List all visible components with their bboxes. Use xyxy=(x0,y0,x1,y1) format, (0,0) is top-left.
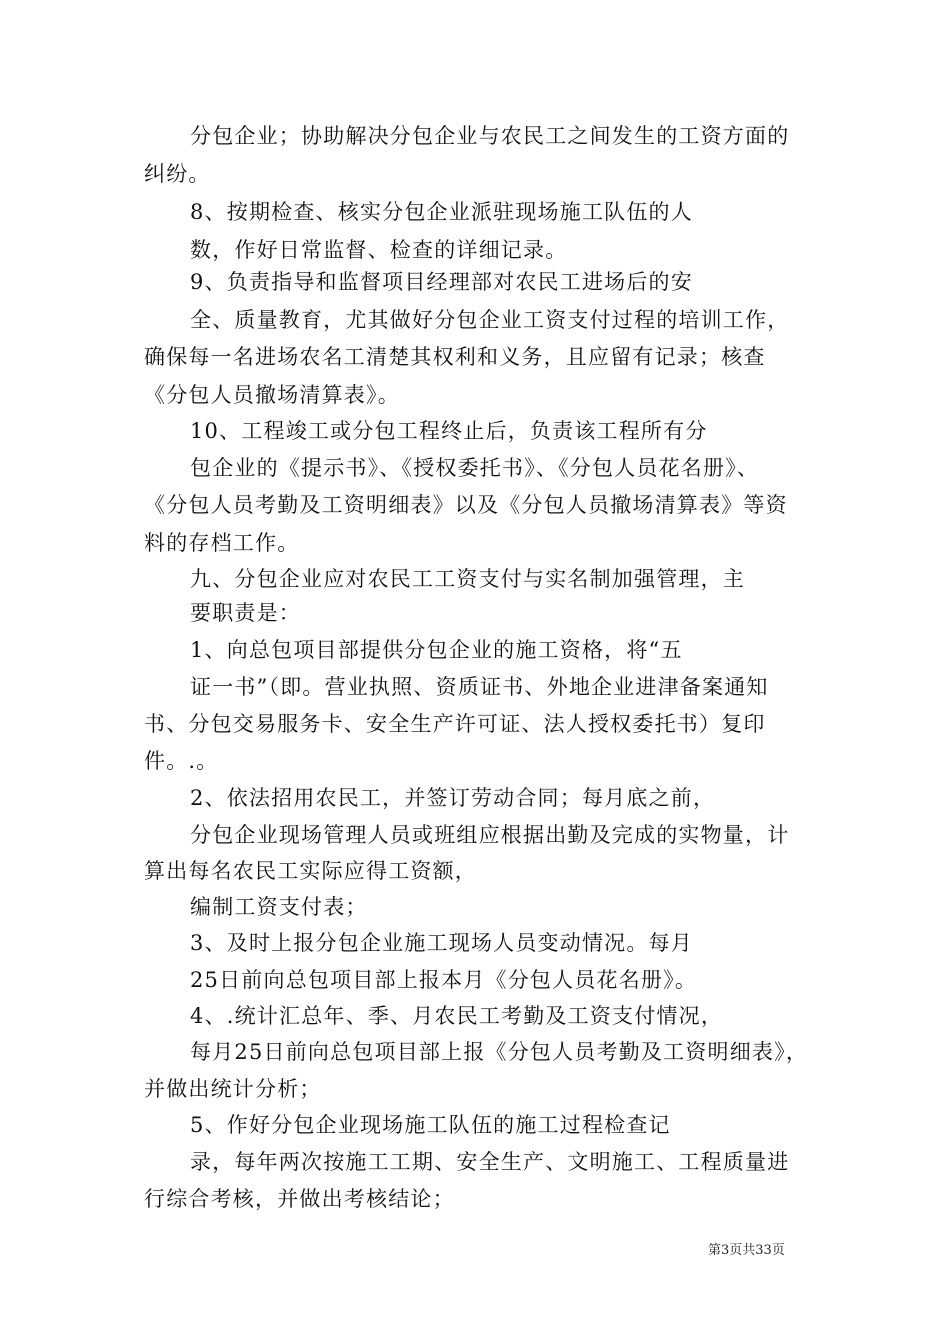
text-line: 算出每名农民工实际应得工资额， xyxy=(144,859,477,883)
text-line: 5、作好分包企业现场施工队伍的施工过程检查记 xyxy=(190,1113,671,1137)
text-line: 数，作好日常监督、检查的详细记录。 xyxy=(190,238,568,262)
text-line: 包企业的《提示书》、《授权委托书》、《分包人员花名册》、 xyxy=(190,456,760,480)
text-line: 25日前向总包项目部上报本月《分包人员花名册》。 xyxy=(190,968,698,992)
text-line: 每月25日前向总包项目部上报《分包人员考勤及工资明细表》， xyxy=(190,1040,809,1064)
text-line: 8、按期检查、核实分包企业派驻现场施工队伍的人 xyxy=(190,200,693,224)
text-line: 编制工资支付表； xyxy=(190,895,368,919)
text-line: 《分包人员考勤及工资明细表》以及《分包人员撤场清算表》等资 xyxy=(144,493,788,517)
text-line: 《分包人员撤场清算表》。 xyxy=(144,383,400,407)
text-line: 行综合考核，并做出考核结论； xyxy=(144,1187,455,1211)
text-line: 要职责是： xyxy=(190,601,301,625)
text-line: 书、分包交易服务卡、安全生产许可证、法人授权委托书）复印 xyxy=(144,712,766,736)
text-line: 分包企业；协助解决分包企业与农民工之间发生的工资方面的 xyxy=(190,124,790,148)
text-line: 2、依法招用农民工，并签订劳动合同；每月底之前， xyxy=(190,786,716,810)
text-line: 确保每一名进场农名工清楚其权利和义务，且应留有记录；核查 xyxy=(144,345,766,369)
text-line: 10、工程竣工或分包工程终止后，负责该工程所有分 xyxy=(190,419,708,443)
text-line: 全、质量教育，尤其做好分包企业工资支付过程的培训工作， xyxy=(190,308,790,332)
text-line: 九、分包企业应对农民工工资支付与实名制加强管理，主 xyxy=(190,567,745,591)
text-line: 录，每年两次按施工工期、安全生产、文明施工、工程质量进 xyxy=(190,1150,790,1174)
text-line: 4、.统计汇总年、季、月农民工考勤及工资支付情况， xyxy=(190,1004,724,1028)
text-line: 3、及时上报分包企业施工现场人员变动情况。每月 xyxy=(190,931,693,955)
text-line: 9、负责指导和监督项目经理部对农民工进场后的安 xyxy=(190,270,693,294)
text-line: 件。.。 xyxy=(144,749,219,773)
page-number: 第3页共33页 xyxy=(708,1243,785,1258)
text-line: 料的存档工作。 xyxy=(144,531,300,555)
text-line: 纠纷。 xyxy=(144,162,211,186)
text-line: 分包企业现场管理人员或班组应根据出勤及完成的实物量，计 xyxy=(190,823,790,847)
text-line: 证一书”（即。营业执照、资质证书、外地企业进津备案通知 xyxy=(190,675,769,699)
text-line: 1、向总包项目部提供分包企业的施工资格，将“五 xyxy=(190,638,683,662)
text-line: 并做出统计分析； xyxy=(144,1077,322,1101)
